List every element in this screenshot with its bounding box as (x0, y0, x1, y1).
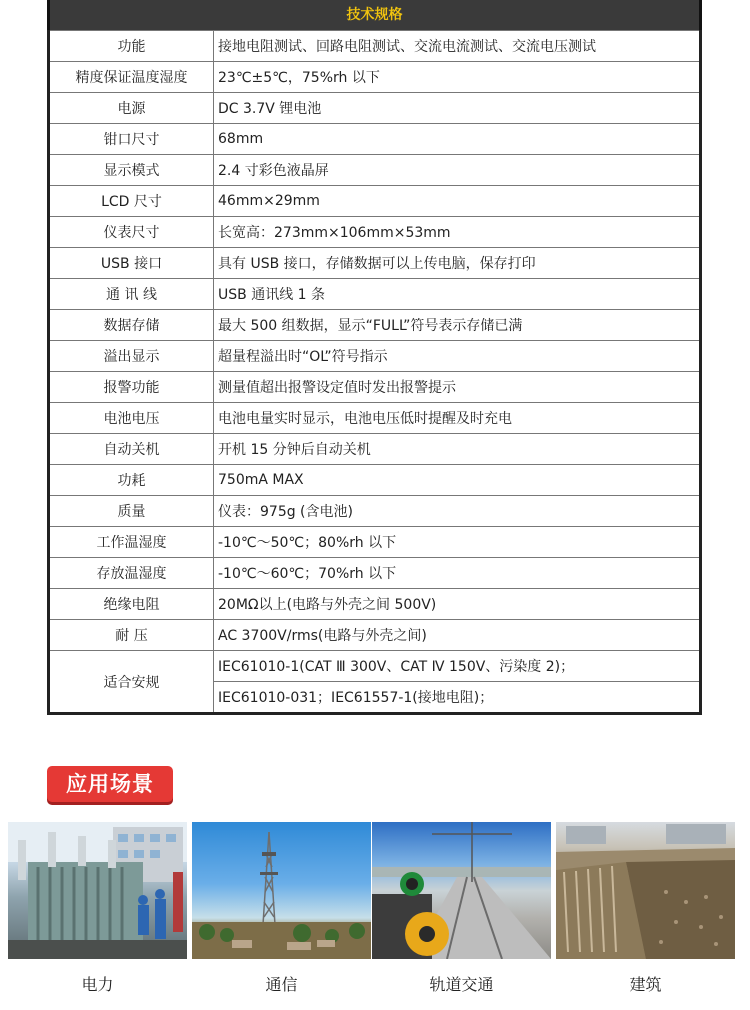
spec-row (49, 434, 701, 465)
spec-table-section (47, 0, 702, 715)
scene-caption-power: 电力 (81, 975, 114, 994)
spec-row (49, 620, 701, 651)
spec-row (49, 93, 701, 124)
spec-key: 适合安规 (49, 651, 214, 714)
spec-row (49, 186, 701, 217)
spec-value: 23℃±5℃，75%rh 以下 (214, 62, 701, 93)
spec-row (49, 124, 701, 155)
spec-value: IEC61010-1(CAT Ⅲ 300V、CAT Ⅳ 150V、污染度 2)； (214, 651, 701, 682)
spec-key: 显示模式 (49, 155, 214, 186)
spec-key: 钳口尺寸 (49, 124, 214, 155)
spec-value: 750mA MAX (214, 465, 701, 496)
spec-key: 功耗 (49, 465, 214, 496)
spec-key: 耐 压 (49, 620, 214, 651)
spec-row (49, 310, 701, 341)
spec-value: 接地电阻测试、回路电阻测试、交流电流测试、交流电压测试 (214, 31, 701, 62)
power-substation-photo (8, 822, 187, 959)
spec-key: 自动关机 (49, 434, 214, 465)
spec-row (49, 403, 701, 434)
application-scenes-title: 应用场景 (47, 766, 173, 802)
scene-caption-construction: 建筑 (629, 975, 662, 994)
spec-key: 工作温湿度 (49, 527, 214, 558)
spec-value: USB 通讯线 1 条 (214, 279, 701, 310)
spec-row (49, 558, 701, 589)
scene-caption-telecom: 通信 (265, 975, 298, 994)
spec-key: 功能 (49, 31, 214, 62)
spec-row-safety (49, 651, 701, 682)
spec-row (49, 589, 701, 620)
spec-value: 具有 USB 接口，存储数据可以上传电脑，保存打印 (214, 248, 701, 279)
spec-row (49, 496, 701, 527)
spec-row (49, 31, 701, 62)
spec-key: 通 讯 线 (49, 279, 214, 310)
spec-row (49, 62, 701, 93)
spec-row (49, 341, 701, 372)
spec-key: 报警功能 (49, 372, 214, 403)
spec-key: 溢出显示 (49, 341, 214, 372)
spec-value: 46mm×29mm (214, 186, 701, 217)
spec-value: 20MΩ以上(电路与外壳之间 500V) (214, 589, 701, 620)
spec-value: 仪表：975g (含电池) (214, 496, 701, 527)
telecom-tower-photo (192, 822, 371, 959)
spec-key: 电池电压 (49, 403, 214, 434)
spec-value: 长宽高：273mm×106mm×53mm (214, 217, 701, 248)
railway-photo (372, 822, 551, 959)
spec-value: 68mm (214, 124, 701, 155)
spec-row (49, 527, 701, 558)
spec-value: 电池电量实时显示，电池电压低时提醒及时充电 (214, 403, 701, 434)
spec-key: 数据存储 (49, 310, 214, 341)
spec-key: 存放温湿度 (49, 558, 214, 589)
scene-caption-rail-transit: 轨道交通 (429, 975, 494, 994)
spec-value: 2.4 寸彩色液晶屏 (214, 155, 701, 186)
spec-key: USB 接口 (49, 248, 214, 279)
spec-key: 电源 (49, 93, 214, 124)
spec-value: DC 3.7V 锂电池 (214, 93, 701, 124)
spec-row (49, 217, 701, 248)
spec-key: 质量 (49, 496, 214, 527)
spec-row (49, 372, 701, 403)
spec-row (49, 155, 701, 186)
spec-row (49, 279, 701, 310)
spec-value: 最大 500 组数据，显示“FULL”符号表示存储已满 (214, 310, 701, 341)
spec-value: -10℃～60℃；70%rh 以下 (214, 558, 701, 589)
spec-table (47, 30, 702, 715)
spec-value: IEC61010-031；IEC61557-1(接地电阻)； (214, 682, 701, 714)
spec-key: 精度保证温度湿度 (49, 62, 214, 93)
spec-key: 仪表尺寸 (49, 217, 214, 248)
spec-row (49, 465, 701, 496)
spec-value: 开机 15 分钟后自动关机 (214, 434, 701, 465)
spec-row (49, 248, 701, 279)
spec-table-header: 技术规格 (47, 0, 702, 30)
spec-key: 绝缘电阻 (49, 589, 214, 620)
construction-site-photo (556, 822, 735, 959)
spec-value: 超量程溢出时“OL”符号指示 (214, 341, 701, 372)
spec-value: AC 3700V/rms(电路与外壳之间) (214, 620, 701, 651)
spec-key: LCD 尺寸 (49, 186, 214, 217)
spec-value: -10℃～50℃；80%rh 以下 (214, 527, 701, 558)
spec-value: 测量值超出报警设定值时发出报警提示 (214, 372, 701, 403)
